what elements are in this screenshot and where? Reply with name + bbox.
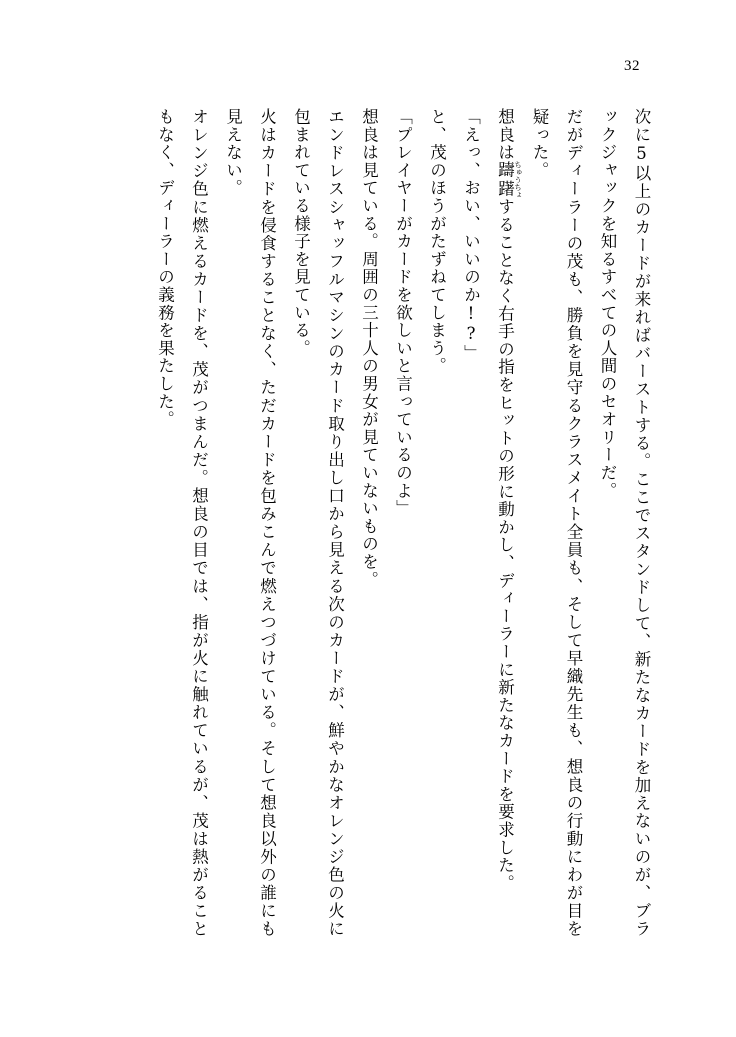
paragraph: 「プレイヤーがカードを欲しいと言っているのよ」 bbox=[393, 108, 413, 518]
paragraph-ruby-text: 想良は躊躇 ちゅうちょすることなく右手の指をヒットの形に動かし、ディーラーに新たなカードを要求した。 bbox=[495, 108, 523, 893]
body-text bbox=[58, 108, 658, 938]
paragraph: と、茂のほうがたずねてしまう。 bbox=[427, 108, 447, 375]
paragraph: 想良は見ている。周囲の三十人の男女が見ていないものを。 bbox=[359, 108, 379, 589]
page-number: 32 bbox=[624, 58, 640, 74]
paragraph: オレンジ色に燃えるカードを、茂がつまんだ。想良の目では、指が火に触れているが、茂は熱がることもなく、ディーラーの義務を果たした。 bbox=[155, 108, 209, 938]
ruby-annotation bbox=[495, 160, 523, 199]
ruby-base: 躊躇 bbox=[495, 160, 515, 199]
ruby-reading: ちゅうちょ bbox=[513, 160, 523, 199]
paragraph: エンドレスシャッフルマシンのカード取り出し口から見える次のカードが、鮮やかなオレンジ色の火に包まれている様子を見ている。 bbox=[291, 108, 345, 938]
paragraph: 次に5以上のカードが来ればバーストする。ここでスタンドして、新たなカードを加えないのが、ブラックジャックを知るすべての人間のセオリーだ。 bbox=[598, 108, 651, 938]
paragraph: 「えっ、おい、いいのか!?」 bbox=[461, 108, 481, 363]
paragraph: だがディーラーの茂も、勝負を見守るクラスメイト全員も、そして早織先生も、想良の行動にわが目を疑った。 bbox=[530, 108, 583, 938]
paragraph-with-ruby bbox=[488, 108, 523, 938]
paragraph: 火はカードを侵食することなく、ただカードを包みこんで燃えつづけている。そして想良以外の誰にも見えない。 bbox=[223, 108, 277, 938]
